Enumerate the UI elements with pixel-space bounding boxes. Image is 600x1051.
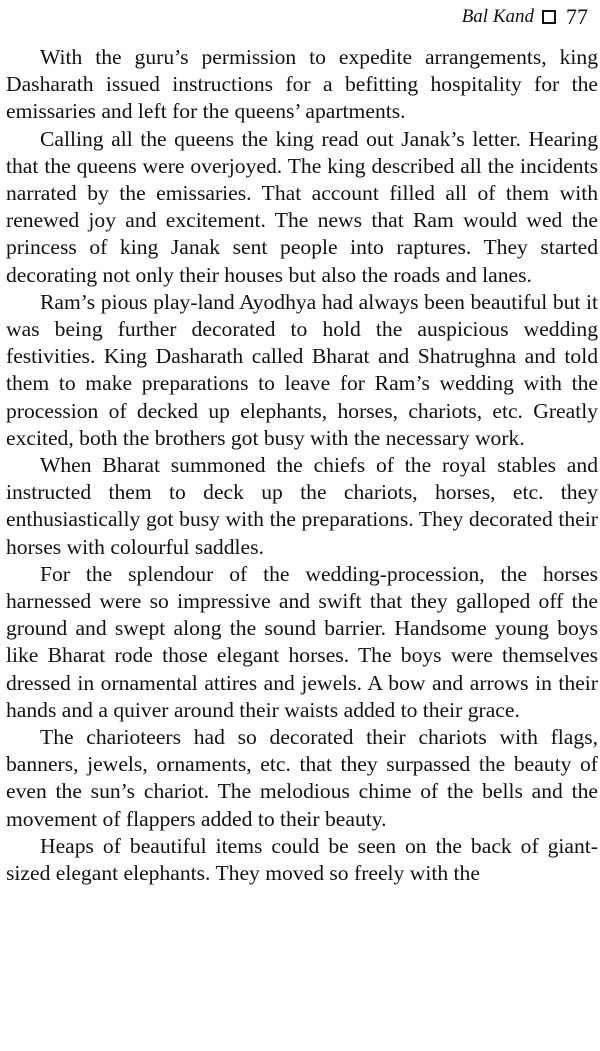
page-number: 77 — [566, 4, 588, 29]
paragraph: Heaps of beautiful items could be seen on the back of giant-sized elegant elephants. They moved so freely with the — [6, 833, 598, 886]
paragraph: Ram’s pious play-land Ayodhya had always been beautiful but it was being further decorated to hold the auspicious wedding festivities. King Dasharath called Bharat and Shatrughna and told them to make preparations to leave for Ram’s wedding with the procession of decked up elephants, horses, chariots, etc. Greatly excited, both the brothers got busy with the necessary work. — [6, 289, 598, 450]
paragraph: For the splendour of the wedding-procession, the horses harnessed were so impressive and swift that they galloped off the ground and swept along the sound barrier. Handsome young boys like Bharat rode those elegant horses. The boys were themselves dressed in ornamental attires and jewels. A bow and arrows in their hands and a quiver around their waists added to their grace. — [6, 561, 598, 722]
section-title: Bal Kand — [461, 6, 534, 27]
paragraph: With the guru’s permission to expedite arrangements, king Dasharath issued instructions for a befitting hospitality for the emissaries and left for the queens’ apartments. — [6, 45, 598, 124]
running-header — [462, 4, 588, 30]
square-icon — [542, 10, 556, 24]
paragraph: Calling all the queens the king read out Janak’s letter. Hearing that the queens were overjoyed. The king described all the incidents narrated by the emissaries. That account filled all of them with renewed joy and excitement. The news that Ram would wed the princess of king Janak sent people into raptures. They started decorating not only their houses but also the roads and lanes. — [6, 126, 598, 287]
paragraph: The charioteers had so decorated their chariots with flags, banners, jewels, ornaments, etc. that they surpassed the beauty of even the sun’s chariot. The melodious chime of the bells and the movement of flappers added to their beauty. — [6, 725, 598, 831]
paragraph: When Bharat summoned the chiefs of the royal stables and instructed them to deck up the chariots, horses, etc. they enthusiastically got busy with the preparations. They decorated their horses with colourful saddles. — [6, 453, 598, 559]
body-text — [6, 44, 598, 887]
